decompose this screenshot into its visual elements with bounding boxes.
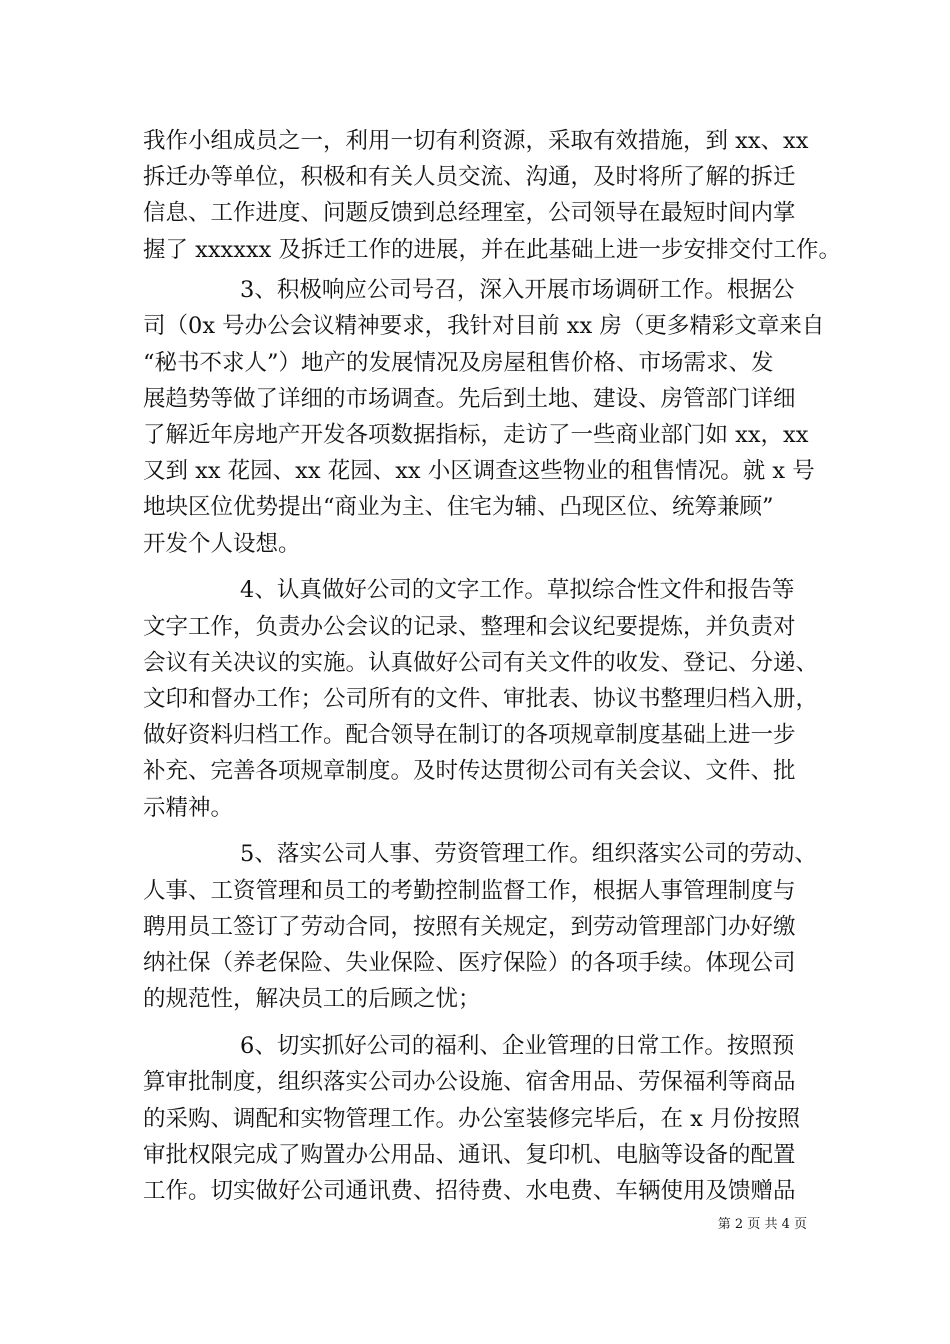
text-line: 会议有关决议的实施。认真做好公司有关文件的收发、登记、分递、 bbox=[143, 650, 819, 676]
text-line: 人事、工资管理和员工的考勤控制监督工作，根据人事管理制度与 bbox=[143, 878, 796, 904]
text-line: 我作小组成员之一，利用一切有利资源，采取有效措施，到 xx、xx bbox=[143, 128, 809, 154]
text-line: 纳社保（养老保险、失业保险、医疗保险）的各项手续。体现公司 bbox=[143, 950, 796, 976]
text-line: 做好资料归档工作。配合领导在制订的各项规章制度基础上进一步 bbox=[143, 722, 796, 748]
text-line: 文字工作，负责办公会议的记录、整理和会议纪要提炼，并负责对 bbox=[143, 614, 796, 640]
text-line: 的采购、调配和实物管理工作。办公室装修完毕后，在 x 月份按照 bbox=[143, 1106, 800, 1132]
paragraph-5-start: 5、落实公司人事、劳资管理工作。组织落实公司的劳动、 bbox=[240, 841, 817, 867]
paragraph-6-start: 6、切实抓好公司的福利、企业管理的日常工作。按照预 bbox=[240, 1033, 795, 1059]
text-line: 的规范性，解决员工的后顾之忧； bbox=[143, 986, 481, 1012]
text-line: “秘书不求人”）地产的发展情况及房屋租售价格、市场需求、发 bbox=[143, 350, 774, 376]
paragraph-3-start: 3、积极响应公司号召，深入开展市场调研工作。根据公 bbox=[240, 277, 795, 303]
paragraph-4-start: 4、认真做好公司的文字工作。草拟综合性文件和报告等 bbox=[240, 577, 795, 603]
text-line: 展趋势等做了详细的市场调查。先后到土地、建设、房管部门详细 bbox=[143, 386, 796, 412]
text-line: 算审批制度，组织落实公司办公设施、宿舍用品、劳保福利等商品 bbox=[143, 1069, 796, 1095]
text-line: 补充、完善各项规章制度。及时传达贯彻公司有关会议、文件、批 bbox=[143, 758, 796, 784]
text-line: 拆迁办等单位，积极和有关人员交流、沟通，及时将所了解的拆迁 bbox=[143, 164, 796, 190]
text-line: 了解近年房地产开发各项数据指标，走访了一些商业部门如 xx，xx bbox=[143, 422, 809, 448]
text-line: 工作。切实做好公司通讯费、招待费、水电费、车辆使用及馈赠品 bbox=[143, 1178, 796, 1204]
text-line: 地块区位优势提出“商业为主、住宅为辅、凸现区位、统筹兼顾” bbox=[143, 494, 774, 520]
text-line: 文印和督办工作；公司所有的文件、审批表、协议书整理归档入册， bbox=[143, 686, 819, 712]
text-line: 又到 xx 花园、xx 花园、xx 小区调查这些物业的租售情况。就 x 号 bbox=[143, 458, 815, 484]
text-line: 聘用员工签订了劳动合同，按照有关规定，到劳动管理部门办好缴 bbox=[143, 914, 796, 940]
page-number-footer: 第 2 页 共 4 页 bbox=[717, 1217, 807, 1232]
text-line: 信息、工作进度、问题反馈到总经理室，公司领导在最短时间内掌 bbox=[143, 200, 796, 226]
text-line: 示精神。 bbox=[143, 795, 234, 821]
text-line: 握了 xxxxxx 及拆迁工作的进展，并在此基础上进一步安排交付工作。 bbox=[143, 237, 841, 263]
text-line: 审批权限完成了购置办公用品、通讯、复印机、电脑等设备的配置 bbox=[143, 1142, 796, 1168]
text-line: 司（0x 号办公会议精神要求，我针对目前 xx 房（更多精彩文章来自 bbox=[143, 313, 825, 339]
text-line: 开发个人设想。 bbox=[143, 531, 301, 557]
